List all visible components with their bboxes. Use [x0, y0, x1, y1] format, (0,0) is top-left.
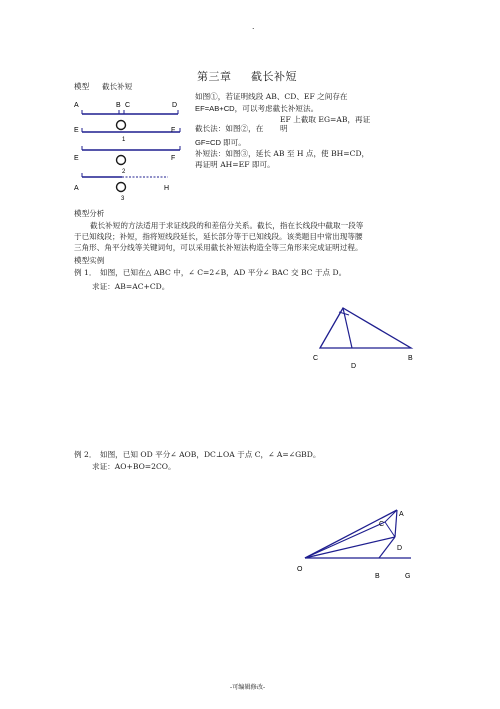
analysis-line-3: 三角形、角平分线等关键词句，可以采用截长补短法构造全等三角形来完成证明过程。 — [74, 243, 363, 252]
label-b: B — [116, 102, 121, 109]
segment-row-1 — [74, 102, 178, 114]
example-1-text: 如图，已知在△ ABC 中，∠ C=2∠B，AD 平分∠ BAC 交 BC 于点 D。 — [100, 268, 347, 277]
label-d: D — [172, 102, 178, 109]
label-a-ex2: A — [399, 511, 404, 518]
description-line-5: 补短法：如图③，延长 AB 至 H 点，使 BH=CD， — [195, 149, 370, 158]
figure-number-1: 1 — [122, 137, 126, 143]
label-f-2: F — [171, 155, 176, 162]
label-f: F — [171, 127, 176, 134]
examples-heading: 模型实例 — [74, 256, 105, 265]
example-2-figure — [293, 500, 423, 585]
label-c: C — [125, 102, 131, 109]
analysis-line-2: 于已知线段；补短，指将短线段延长，延长部分等于已知线段。该类题目中常出现等腰 — [74, 232, 363, 241]
label-h: H — [164, 185, 170, 192]
figure-number-2: 2 — [122, 169, 126, 175]
label-a: A — [74, 102, 79, 109]
label-e-2: E — [74, 155, 79, 162]
description-line-1: 如图①，若证明线段 AB、CD、EF 之间存在 — [195, 92, 348, 101]
label-d-ex2: D — [397, 545, 403, 552]
segment-row-2 — [74, 121, 180, 144]
label-b-ex2: B — [375, 573, 380, 580]
example-1-label: 例 1． — [74, 268, 97, 277]
example-2-label: 例 2． — [74, 450, 97, 459]
label-a-2: A — [74, 185, 79, 192]
model-heading: 模型 — [74, 82, 90, 91]
model-subheading: 截长补短 — [102, 82, 133, 91]
label-b-ex1: B — [408, 355, 413, 362]
example-1-figure — [305, 300, 420, 372]
analysis-line-1: 截长补短的方法适用于求证线段的和差倍分关系。截长，指在长线段中截取一段等 — [90, 221, 364, 230]
label-d-ex1: D — [351, 363, 357, 370]
segment-row-4 — [74, 173, 169, 202]
header-mark: . — [252, 22, 255, 31]
description-line-4: GF=CD 即可。 — [195, 138, 246, 147]
description-line-3b: 截长法：如图②，在 — [195, 124, 264, 133]
label-g-ex2: G — [405, 573, 411, 580]
example-2-prove: 求证：AO+BO=2CO。 — [92, 462, 176, 471]
example-2-text: 如图，已知 OD 平分∠ AOB，DC⊥OA 于点 C，∠ A=∠GBD。 — [100, 450, 321, 459]
label-c-ex1: C — [313, 355, 319, 362]
chapter-label: 第三章 — [197, 70, 232, 83]
page-footer: -可编辑修改- — [230, 684, 266, 691]
example-1-prove: 求证：AB=AC+CD。 — [92, 282, 170, 291]
description-line-2: EF=AB+CD，可以考虑截长补短法。 — [195, 104, 319, 113]
description-line-3a: EF 上截取 EG=AB，再证 — [280, 115, 371, 124]
figure-number-3: 3 — [121, 196, 125, 202]
analysis-heading: 模型分析 — [74, 209, 105, 218]
model-diagram — [70, 92, 190, 204]
page-title: 截长补短 — [251, 70, 297, 83]
label-o-ex2: O — [297, 566, 303, 573]
segment-row-3 — [74, 146, 180, 175]
label-e: E — [74, 127, 79, 134]
description-line-3c: 明 — [280, 124, 288, 133]
label-c-ex2: C — [379, 521, 385, 528]
description-line-6: 再证明 AH=EF 即可。 — [195, 160, 275, 169]
